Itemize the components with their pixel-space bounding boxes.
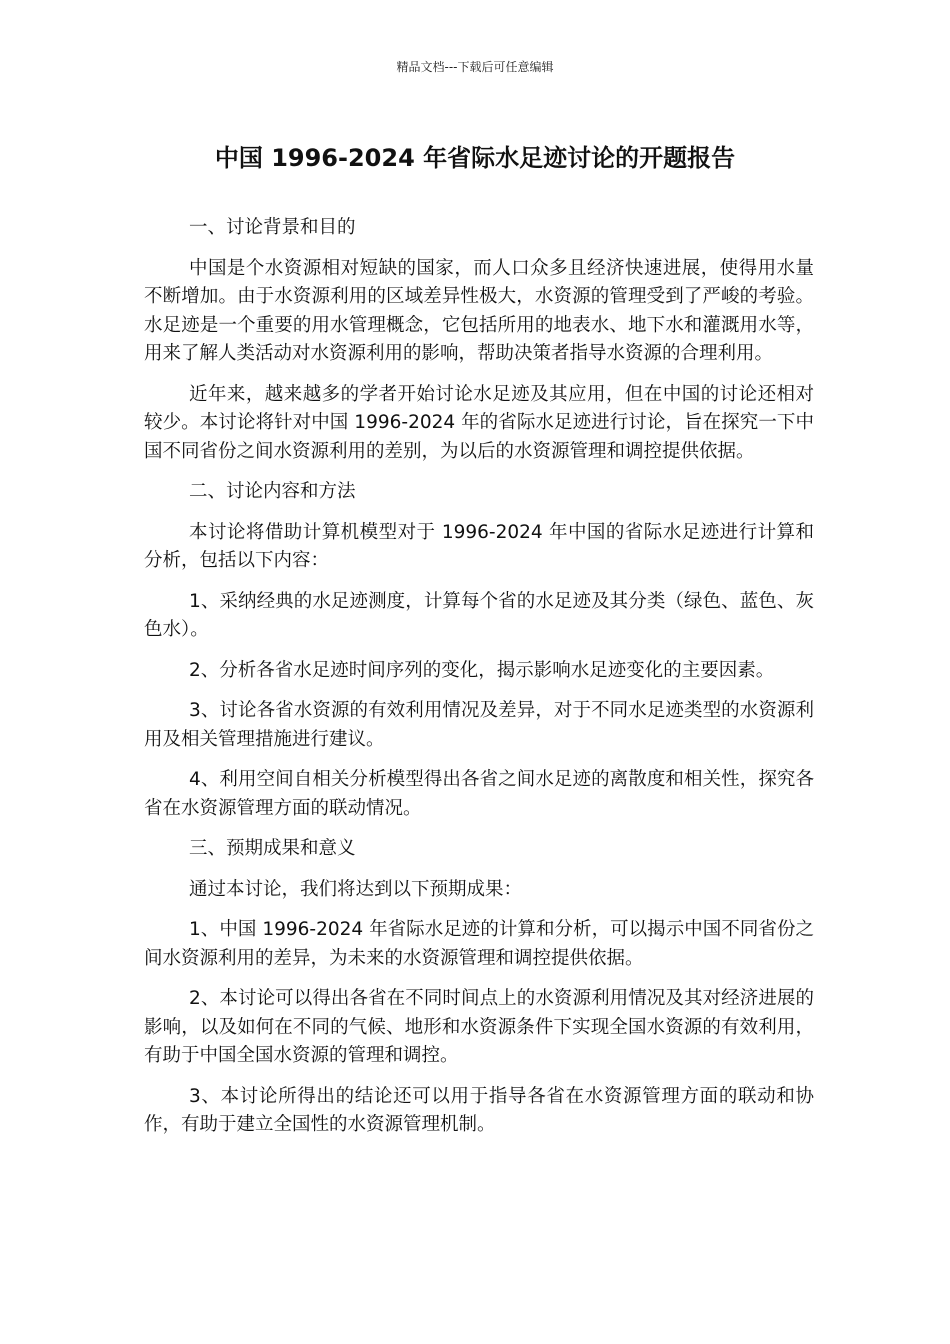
- document-body: [144, 214, 814, 1152]
- paragraph-background-2: 近年来，越来越多的学者开始讨论水足迹及其应用，但在中国的讨论还相对较少。本讨论将针对中国 1996-2024 年的省际水足迹进行讨论，旨在探究一下中国不同省份之间水资源利用的差别，为以后的水资源管理和调控提供依据。: [144, 383, 814, 462]
- document-title: 中国 1996-2024 年省际水足迹讨论的开题报告: [214, 144, 736, 172]
- paragraph-background-1: 中国是个水资源相对短缺的国家，而人口众多且经济快速进展，使得用水量不断增加。由于水资源利用的区域差异性极大，水资源的管理受到了严峻的考验。水足迹是一个重要的用水管理概念，它包括所用的地表水、地下水和灌溉用水等，用来了解人类活动对水资源利用的影响，帮助决策者指导水资源的合理利用。: [144, 257, 814, 364]
- list-item-outcomes-1: 1、中国 1996-2024 年省际水足迹的计算和分析，可以揭示中国不同省份之间水资源利用的差异，为未来的水资源管理和调控提供依据。: [144, 919, 814, 969]
- section-heading-methods: 二、讨论内容和方法: [189, 481, 356, 502]
- list-item-methods-4: 4、利用空间自相关分析模型得出各省之间水足迹的离散度和相关性，探究各省在水资源管理方面的联动情况。: [144, 769, 814, 819]
- list-item-methods-2: 2、分析各省水足迹时间序列的变化，揭示影响水足迹变化的主要因素。: [189, 659, 775, 681]
- section-heading-outcomes: 三、预期成果和意义: [189, 838, 356, 859]
- list-item-outcomes-2: 2、本讨论可以得出各省在不同时间点上的水资源利用情况及其对经济进展的影响，以及如何在不同的气候、地形和水资源条件下实现全国水资源的有效利用，有助于中国全国水资源的管理和调控。: [144, 988, 814, 1066]
- section-heading-background: 一、讨论背景和目的: [189, 217, 356, 238]
- list-item-methods-3: 3、讨论各省水资源的有效利用情况及差异，对于不同水足迹类型的水资源利用及相关管理措施进行建议。: [144, 700, 814, 750]
- paragraph-methods-intro: 本讨论将借助计算机模型对于 1996-2024 年中国的省际水足迹进行计算和分析，包括以下内容：: [144, 521, 814, 571]
- list-item-methods-1: 1、采纳经典的水足迹测度，计算每个省的水足迹及其分类（绿色、蓝色、灰色水）。: [144, 590, 814, 640]
- list-item-outcomes-3: 3、本讨论所得出的结论还可以用于指导各省在水资源管理方面的联动和协作，有助于建立全国性的水资源管理机制。: [144, 1085, 814, 1135]
- page-header-note: 精品文档---下载后可任意编辑: [396, 60, 554, 74]
- paragraph-outcomes-intro: 通过本讨论，我们将达到以下预期成果：: [189, 878, 523, 900]
